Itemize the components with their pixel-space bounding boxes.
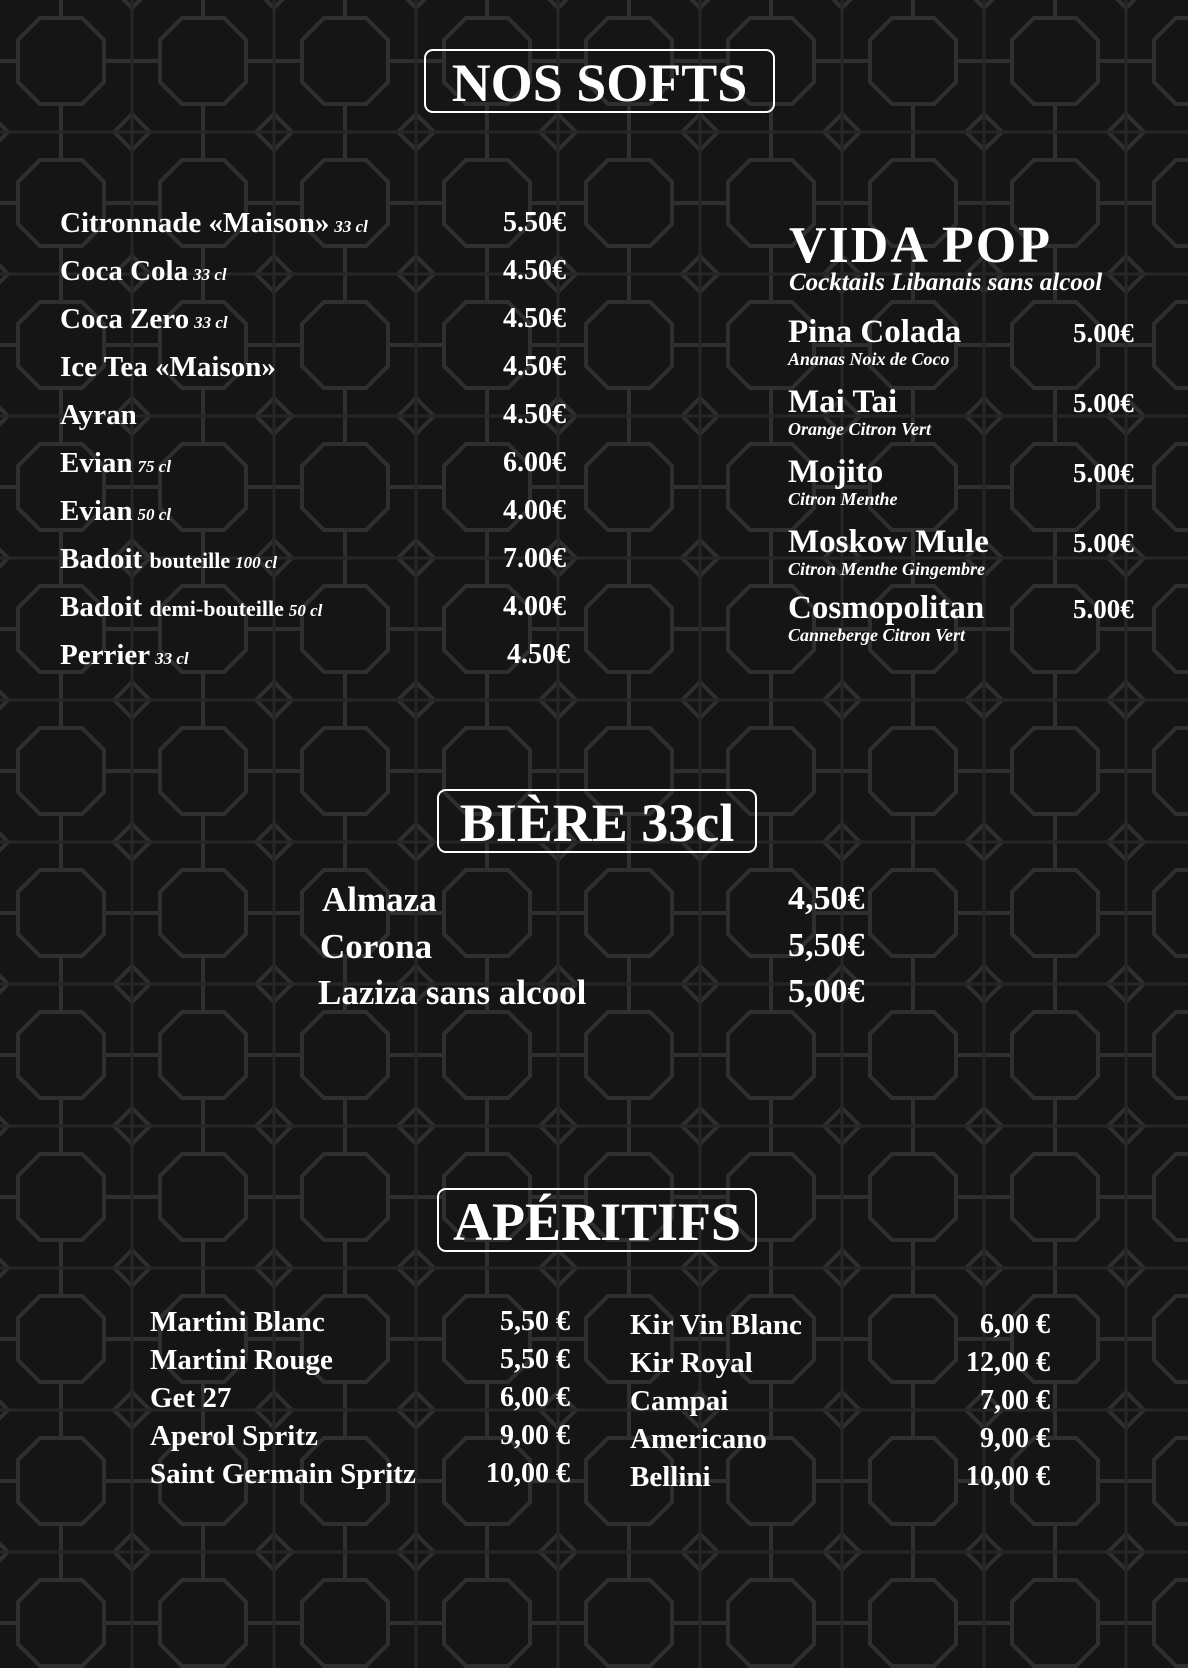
cocktail-ingredients: Orange Citron Vert <box>788 419 932 439</box>
cocktail-price: 5.00€ <box>1073 458 1134 488</box>
menu-item-row <box>60 591 590 631</box>
item-price: 4.50€ <box>503 303 566 334</box>
menu-item-row <box>60 543 590 583</box>
cocktail-ingredients: Citron Menthe Gingembre <box>788 559 986 579</box>
aperitif-price: 5,50 € <box>500 1344 570 1375</box>
item-price: 6.00€ <box>503 447 566 478</box>
menu-item-row <box>60 303 590 343</box>
item-detail: demi-bouteille <box>149 596 284 621</box>
aperitif-name: Martini Blanc <box>150 1306 325 1338</box>
item-name-group <box>60 591 322 624</box>
aperitif-row <box>150 1420 570 1456</box>
aperitif-row <box>630 1385 1050 1421</box>
aperitif-row <box>630 1347 1050 1383</box>
item-name-group <box>60 255 227 288</box>
item-volume: 33 cl <box>334 217 368 236</box>
item-volume: 33 cl <box>193 265 227 284</box>
cocktail-ingredients: Citron Menthe <box>788 489 898 509</box>
aperitif-row <box>630 1423 1050 1459</box>
vida-pop-title: VIDA POP <box>789 217 1052 274</box>
item-name-group <box>60 207 368 240</box>
aperitif-name: Kir Vin Blanc <box>630 1309 802 1341</box>
aperitif-row <box>150 1458 570 1494</box>
cocktail-ingredients: Ananas Noix de Coco <box>788 349 950 369</box>
menu-item-row <box>60 399 590 439</box>
aperitif-price: 7,00 € <box>980 1385 1050 1416</box>
cocktail-name: Moskow Mule <box>788 524 989 560</box>
item-name: Ayran <box>60 399 137 431</box>
item-price: 4.00€ <box>503 591 566 622</box>
item-name: Perrier <box>60 639 151 671</box>
beer-name: Corona <box>320 927 433 966</box>
aperitif-name: Martini Rouge <box>150 1344 333 1376</box>
item-price: 4.50€ <box>503 255 566 286</box>
item-name-group <box>60 495 171 528</box>
cocktail-row <box>788 314 1158 376</box>
aperitif-price: 5,50 € <box>500 1306 570 1337</box>
cocktail-price: 5.00€ <box>1073 388 1134 418</box>
cocktail-name: Mai Tai <box>788 384 898 420</box>
cocktail-row <box>788 384 1158 446</box>
aperitif-price: 9,00 € <box>980 1423 1050 1454</box>
beer-price: 4,50€ <box>788 880 865 917</box>
vida-pop-subtitle: Cocktails Libanais sans alcool <box>789 269 1103 296</box>
aperitif-row <box>630 1309 1050 1345</box>
item-volume: 33 cl <box>155 649 189 668</box>
beer-price: 5,00€ <box>788 973 865 1010</box>
aperitif-name: Aperol Spritz <box>150 1420 318 1452</box>
cocktail-row <box>788 454 1158 516</box>
aperitif-name: Get 27 <box>150 1382 232 1414</box>
aperitif-row <box>150 1344 570 1380</box>
cocktail-row <box>788 590 1158 652</box>
item-volume: 50 cl <box>137 505 172 524</box>
item-name-group <box>60 639 189 672</box>
cocktail-name: Pina Colada <box>788 314 962 350</box>
beer-name: Laziza sans alcool <box>318 973 587 1012</box>
item-name-group <box>60 447 171 480</box>
menu-item-row <box>60 207 590 247</box>
item-price: 4.50€ <box>507 639 570 670</box>
menu-item-row <box>60 447 590 487</box>
aperitif-name: Kir Royal <box>630 1347 753 1379</box>
aperitif-price: 9,00 € <box>500 1420 570 1451</box>
item-name-group <box>60 543 277 576</box>
cocktail-price: 5.00€ <box>1073 594 1134 624</box>
cocktail-name: Mojito <box>788 454 884 490</box>
cocktail-ingredients: Canneberge Citron Vert <box>788 625 966 645</box>
cocktail-name: Cosmopolitan <box>788 590 985 626</box>
item-price: 4.50€ <box>503 351 566 382</box>
item-name: Coca Cola <box>60 255 189 287</box>
aperitif-row <box>150 1306 570 1342</box>
section-title-aperitifs: APÉRITIFS <box>437 1188 757 1252</box>
item-volume: 33 cl <box>194 313 228 332</box>
item-volume: 75 cl <box>137 457 172 476</box>
item-name-group <box>60 351 276 384</box>
item-name: Evian <box>60 495 133 527</box>
aperitif-price: 12,00 € <box>966 1347 1050 1378</box>
beer-price: 5,50€ <box>788 927 865 964</box>
menu-item-row <box>60 255 590 295</box>
aperitif-price: 6,00 € <box>500 1382 570 1413</box>
item-name: Citronnade «Maison» <box>60 207 330 239</box>
item-price: 4.00€ <box>503 495 566 526</box>
aperitif-price: 10,00 € <box>486 1458 570 1489</box>
beer-row <box>322 880 882 924</box>
item-price: 4.50€ <box>503 399 566 430</box>
item-name: Ice Tea «Maison» <box>60 351 276 383</box>
aperitif-name: Americano <box>630 1423 767 1455</box>
item-name-group <box>60 303 228 336</box>
item-price: 7.00€ <box>503 543 566 574</box>
item-name: Badoit <box>60 591 143 623</box>
aperitif-name: Saint Germain Spritz <box>150 1458 416 1490</box>
beer-name: Almaza <box>322 880 437 919</box>
cocktail-price: 5.00€ <box>1073 318 1134 348</box>
item-name-group <box>60 399 137 432</box>
aperitif-name: Bellini <box>630 1461 711 1493</box>
aperitif-price: 10,00 € <box>966 1461 1050 1492</box>
cocktail-price: 5.00€ <box>1073 528 1134 558</box>
item-volume: 100 cl <box>235 553 278 572</box>
section-title-softs: NOS SOFTS <box>424 49 775 113</box>
aperitif-price: 6,00 € <box>980 1309 1050 1340</box>
menu-item-row <box>60 351 590 391</box>
item-name: Evian <box>60 447 133 479</box>
aperitif-row <box>630 1461 1050 1497</box>
cocktail-row <box>788 524 1158 586</box>
section-title-biere: BIÈRE 33cl <box>437 789 757 853</box>
aperitif-name: Campai <box>630 1385 729 1417</box>
beer-row <box>318 973 878 1017</box>
item-name: Coca Zero <box>60 303 190 335</box>
item-volume: 50 cl <box>288 601 323 620</box>
aperitif-row <box>150 1382 570 1418</box>
menu-item-row <box>60 639 590 679</box>
beer-row <box>320 927 880 971</box>
item-price: 5.50€ <box>503 207 566 238</box>
item-name: Badoit <box>60 543 143 575</box>
item-detail: bouteille <box>149 548 231 573</box>
menu-item-row <box>60 495 590 535</box>
